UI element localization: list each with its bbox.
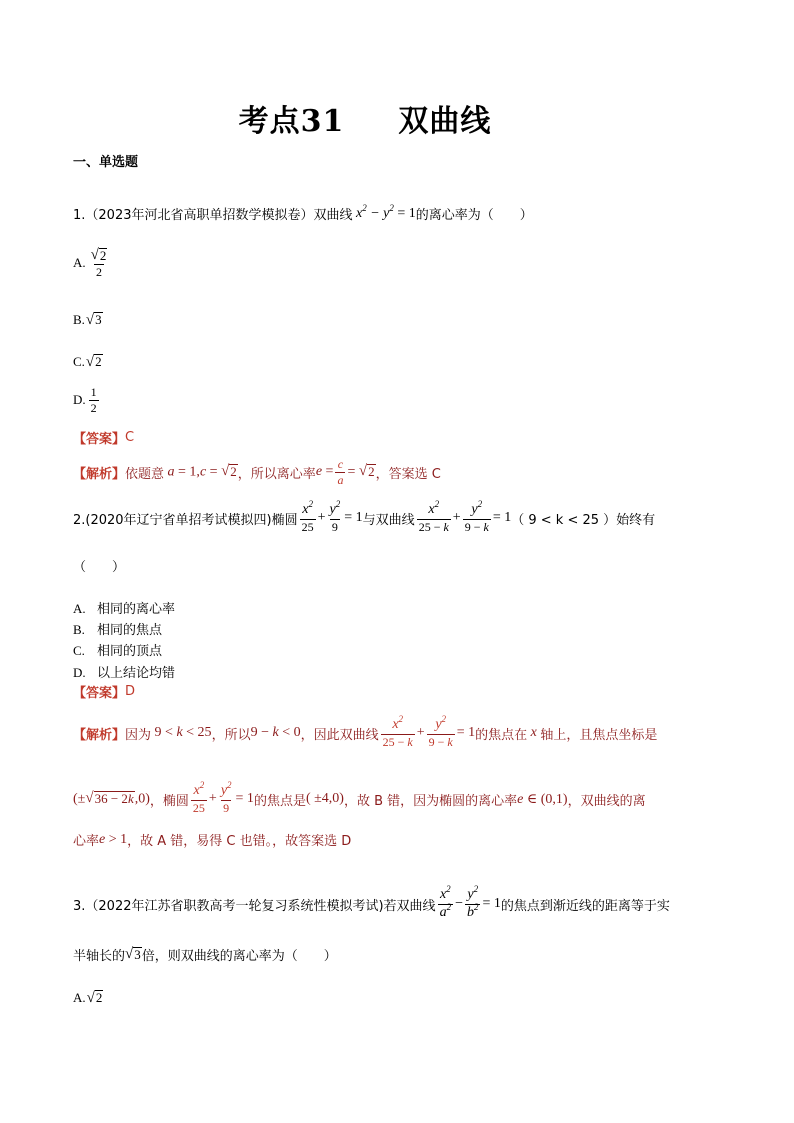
page-title	[0, 96, 730, 140]
q2-analysis-line-2: (± √ 36 − 2k ,0) ，椭圆 $\frac{x^2}{25}$ + $\frac{y^2}{9}$ = 1 的焦点是 ( ±4,0) ，故 B 错，因为椭圆的离心率 e ∈ (0,1) ，双曲线的离	[73, 780, 646, 815]
q1-analysis: 【解析】 依题意 a = 1,c = √ 2 ，所以离心率 e = $\frac{c}{a}$ = √ 2 ，答案选 C	[73, 457, 441, 487]
q2-option-c: C. 相同的顶点	[73, 643, 163, 659]
q2-answer: 【答案】 D	[73, 684, 136, 701]
q1-option-c: C. √ 2	[73, 353, 102, 370]
q1-option-a: A. √ 2 2	[73, 247, 107, 280]
q2-option-b: B. 相同的焦点	[73, 622, 163, 638]
section-heading: 一、单选题	[73, 155, 139, 170]
q1-option-d: D. $\frac{1}{2}$	[73, 385, 97, 415]
q1-equation: $x^2 - y^2 = 1$	[352, 202, 416, 221]
q2-analysis-line-3: 心率 e > 1 ，故 A 错，易得 C 也错。，故答案选 D	[73, 831, 352, 849]
title-topic: 考点31	[238, 104, 345, 139]
q2-option-a: A. 相同的离心率	[73, 601, 176, 617]
q2-paren: （ ）	[73, 560, 126, 575]
question-2: 2.(2020年辽宁省单招考试模拟四)椭圆 $\frac{x^2}{25}$ + $\frac{y^2}{9}$ = 1 与双曲线 $\frac{x^2}{25 - k}$ + $\frac{y^2}{9 - k}$ = 1 （ 9 < k < 25 ）始终有	[73, 499, 656, 534]
title-name: 双曲线	[398, 104, 492, 139]
q2-option-d: D. 以上结论均错	[73, 665, 176, 681]
question-1: 1.（2023年河北省高职单招数学模拟卷）双曲线 $x^2 - y^2 = 1$ 的离心率为（ ）	[73, 202, 533, 223]
q2-analysis-line-1: 【解析】 因为 9 < k < 25 ，所以 9 − k < 0 ，因此双曲线 $\frac{x^2}{25 - k}$ + $\frac{y^2}{9 - k}$ = 1 的焦点在 x 轴上，且焦点坐标是	[73, 714, 658, 749]
question-3: 3.（2022年江苏省职教高考一轮复习系统性模拟考试)若双曲线 $\frac{x^2}{a^2}$ − $\frac{y^2}{b^2}$ = 1 的焦点到渐近线的距离等于实	[73, 884, 670, 920]
q3-line-2: 半轴长的 √ 3 倍，则双曲线的离心率为（ ）	[73, 946, 337, 964]
q1-option-b: B. √ 3	[73, 311, 102, 328]
q1-answer: 【答案】 C	[73, 430, 135, 447]
q3-option-a: A. √ 2	[73, 989, 103, 1006]
